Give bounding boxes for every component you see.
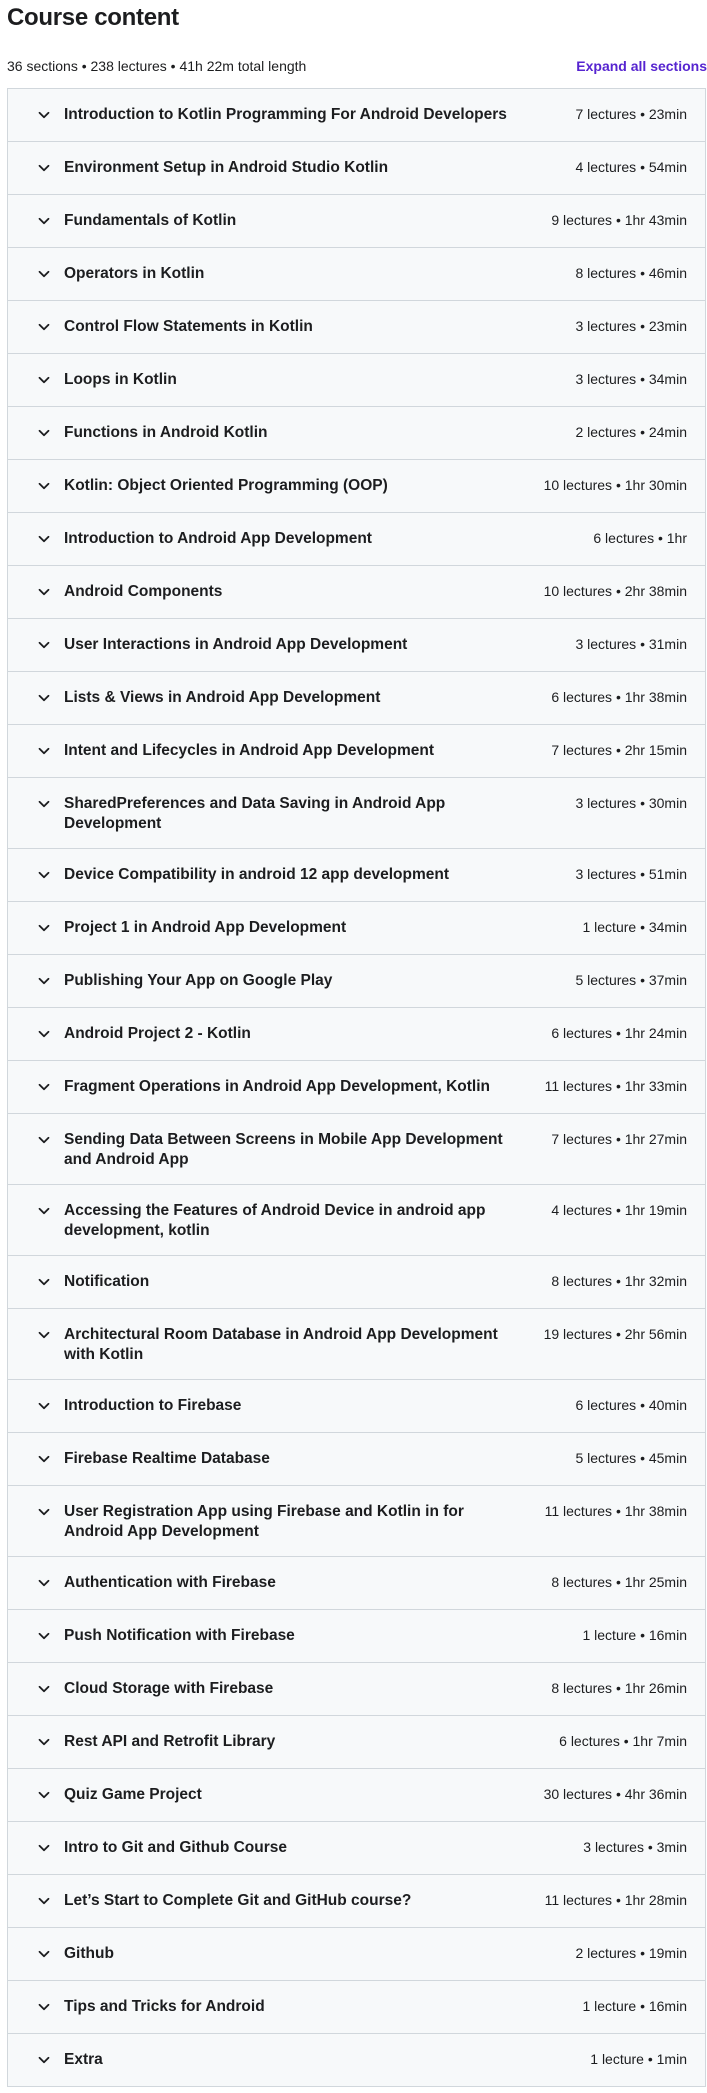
section-row-23[interactable] bbox=[8, 1309, 705, 1380]
chevron-down-icon[interactable] bbox=[37, 1841, 51, 1855]
section-meta: 3 lectures • 3min bbox=[583, 1839, 687, 1855]
chevron-down-icon[interactable] bbox=[37, 2000, 51, 2014]
chevron-down-icon[interactable] bbox=[37, 161, 51, 175]
section-title: Control Flow Statements in Kotlin bbox=[64, 318, 313, 335]
section-row-5[interactable] bbox=[8, 301, 705, 354]
section-meta: 6 lectures • 1hr 38min bbox=[551, 689, 687, 705]
chevron-down-icon[interactable] bbox=[37, 1452, 51, 1466]
chevron-down-icon[interactable] bbox=[37, 974, 51, 988]
section-row-13[interactable] bbox=[8, 725, 705, 778]
section-title: Intro to Git and Github Course bbox=[64, 1839, 288, 1856]
chevron-down-icon[interactable] bbox=[37, 638, 51, 652]
section-meta: 8 lectures • 1hr 26min bbox=[551, 1680, 687, 1696]
summary-row bbox=[7, 58, 707, 78]
section-row-36[interactable] bbox=[8, 2034, 705, 2087]
section-title: Extra bbox=[64, 2051, 103, 2068]
section-row-9[interactable] bbox=[8, 513, 705, 566]
section-meta: 2 lectures • 19min bbox=[575, 1945, 687, 1961]
section-meta: 7 lectures • 2hr 15min bbox=[551, 742, 687, 758]
section-row-11[interactable] bbox=[8, 619, 705, 672]
section-title: Kotlin: Object Oriented Programming (OOP) bbox=[64, 477, 388, 494]
section-title: User Registration App using Firebase and Kotlin in for Android App Development bbox=[64, 1503, 464, 1540]
chevron-down-icon[interactable] bbox=[37, 267, 51, 281]
section-title: Device Compatibility in android 12 app development bbox=[64, 866, 449, 883]
chevron-down-icon[interactable] bbox=[37, 479, 51, 493]
sections-list bbox=[7, 88, 706, 2087]
section-title: Lists & Views in Android App Development bbox=[64, 689, 381, 706]
section-meta: 6 lectures • 40min bbox=[575, 1397, 687, 1413]
section-row-29[interactable] bbox=[8, 1663, 705, 1716]
section-row-1[interactable] bbox=[8, 89, 705, 142]
chevron-down-icon[interactable] bbox=[37, 1080, 51, 1094]
section-meta: 11 lectures • 1hr 38min bbox=[544, 1503, 687, 1519]
chevron-down-icon[interactable] bbox=[37, 744, 51, 758]
section-title: Loops in Kotlin bbox=[64, 371, 177, 388]
section-meta: 30 lectures • 4hr 36min bbox=[543, 1786, 687, 1802]
chevron-down-icon[interactable] bbox=[37, 1505, 51, 1519]
section-meta: 1 lecture • 1min bbox=[590, 2051, 687, 2067]
section-meta: 1 lecture • 16min bbox=[582, 1998, 687, 2014]
section-row-30[interactable] bbox=[8, 1716, 705, 1769]
chevron-down-icon[interactable] bbox=[37, 1328, 51, 1342]
chevron-down-icon[interactable] bbox=[37, 1133, 51, 1147]
section-row-21[interactable] bbox=[8, 1185, 705, 1256]
section-title: Authentication with Firebase bbox=[64, 1574, 276, 1591]
chevron-down-icon[interactable] bbox=[37, 921, 51, 935]
section-meta: 3 lectures • 51min bbox=[575, 866, 687, 882]
chevron-down-icon[interactable] bbox=[37, 426, 51, 440]
section-row-12[interactable] bbox=[8, 672, 705, 725]
section-meta: 5 lectures • 45min bbox=[575, 1450, 687, 1466]
section-row-26[interactable] bbox=[8, 1486, 705, 1557]
chevron-down-icon[interactable] bbox=[37, 320, 51, 334]
section-title: Sending Data Between Screens in Mobile App Development and Android App bbox=[64, 1131, 503, 1168]
chevron-down-icon[interactable] bbox=[37, 1399, 51, 1413]
chevron-down-icon[interactable] bbox=[37, 1682, 51, 1696]
section-row-25[interactable] bbox=[8, 1433, 705, 1486]
section-row-2[interactable] bbox=[8, 142, 705, 195]
section-meta: 11 lectures • 1hr 28min bbox=[544, 1892, 687, 1908]
section-meta: 3 lectures • 30min bbox=[575, 795, 687, 811]
section-row-7[interactable] bbox=[8, 407, 705, 460]
section-title: Fundamentals of Kotlin bbox=[64, 212, 237, 229]
section-row-16[interactable] bbox=[8, 902, 705, 955]
section-title: Operators in Kotlin bbox=[64, 265, 205, 282]
page-title: Course content bbox=[7, 4, 179, 31]
section-row-18[interactable] bbox=[8, 1008, 705, 1061]
section-meta: 8 lectures • 1hr 32min bbox=[551, 1273, 687, 1289]
section-title: Firebase Realtime Database bbox=[64, 1450, 270, 1467]
section-row-6[interactable] bbox=[8, 354, 705, 407]
chevron-down-icon[interactable] bbox=[37, 1576, 51, 1590]
section-title: Environment Setup in Android Studio Kotlin bbox=[64, 159, 389, 176]
section-title: User Interactions in Android App Development bbox=[64, 636, 408, 653]
section-meta: 8 lectures • 46min bbox=[575, 265, 687, 281]
section-row-34[interactable] bbox=[8, 1928, 705, 1981]
section-title: Accessing the Features of Android Device in android app development, kotlin bbox=[64, 1202, 486, 1239]
section-row-27[interactable] bbox=[8, 1557, 705, 1610]
section-row-22[interactable] bbox=[8, 1256, 705, 1309]
chevron-down-icon[interactable] bbox=[37, 1027, 51, 1041]
section-meta: 5 lectures • 37min bbox=[575, 972, 687, 988]
chevron-down-icon[interactable] bbox=[37, 532, 51, 546]
section-title: Quiz Game Project bbox=[64, 1786, 202, 1803]
section-row-17[interactable] bbox=[8, 955, 705, 1008]
section-title: Let’s Start to Complete Git and GitHub course? bbox=[64, 1892, 412, 1909]
section-meta: 2 lectures • 24min bbox=[575, 424, 687, 440]
section-meta: 8 lectures • 1hr 25min bbox=[551, 1574, 687, 1590]
section-title: Tips and Tricks for Android bbox=[64, 1998, 265, 2015]
chevron-down-icon[interactable] bbox=[37, 868, 51, 882]
section-meta: 3 lectures • 31min bbox=[575, 636, 687, 652]
chevron-down-icon[interactable] bbox=[37, 1629, 51, 1643]
section-meta: 4 lectures • 54min bbox=[575, 159, 687, 175]
section-row-15[interactable] bbox=[8, 849, 705, 902]
section-row-4[interactable] bbox=[8, 248, 705, 301]
section-title: Intent and Lifecycles in Android App Development bbox=[64, 742, 435, 759]
course-summary: 36 sections • 238 lectures • 41h 22m total length bbox=[7, 58, 307, 74]
section-row-32[interactable] bbox=[8, 1822, 705, 1875]
chevron-down-icon[interactable] bbox=[37, 373, 51, 387]
chevron-down-icon[interactable] bbox=[37, 1947, 51, 1961]
chevron-down-icon[interactable] bbox=[37, 108, 51, 122]
section-meta: 7 lectures • 1hr 27min bbox=[551, 1131, 687, 1147]
section-title: Fragment Operations in Android App Development, Kotlin bbox=[64, 1078, 490, 1095]
chevron-down-icon[interactable] bbox=[37, 214, 51, 228]
section-meta: 7 lectures • 23min bbox=[575, 106, 687, 122]
section-title: Notification bbox=[64, 1273, 150, 1290]
section-title: Introduction to Android App Development bbox=[64, 530, 372, 547]
section-meta: 6 lectures • 1hr bbox=[593, 530, 687, 546]
section-title: Project 1 in Android App Development bbox=[64, 919, 347, 936]
section-title: Introduction to Kotlin Programming For Android Developers bbox=[64, 106, 507, 123]
section-title: SharedPreferences and Data Saving in Android App Development bbox=[64, 795, 446, 832]
chevron-down-icon[interactable] bbox=[37, 1735, 51, 1749]
section-row-10[interactable] bbox=[8, 566, 705, 619]
section-row-24[interactable] bbox=[8, 1380, 705, 1433]
chevron-down-icon[interactable] bbox=[37, 585, 51, 599]
section-title: Github bbox=[64, 1945, 114, 1962]
section-title: Rest API and Retrofit Library bbox=[64, 1733, 276, 1750]
section-meta: 3 lectures • 34min bbox=[575, 371, 687, 387]
section-row-3[interactable] bbox=[8, 195, 705, 248]
section-meta: 19 lectures • 2hr 56min bbox=[543, 1326, 687, 1342]
section-meta: 10 lectures • 1hr 30min bbox=[543, 477, 687, 493]
section-meta: 3 lectures • 23min bbox=[575, 318, 687, 334]
section-meta: 1 lecture • 34min bbox=[582, 919, 687, 935]
section-row-33[interactable] bbox=[8, 1875, 705, 1928]
section-title: Push Notification with Firebase bbox=[64, 1627, 295, 1644]
expand-all-button[interactable]: Expand all sections bbox=[576, 58, 707, 74]
chevron-down-icon[interactable] bbox=[37, 797, 51, 811]
section-title: Architectural Room Database in Android App Development with Kotlin bbox=[64, 1326, 498, 1363]
chevron-down-icon[interactable] bbox=[37, 2053, 51, 2067]
section-row-20[interactable] bbox=[8, 1114, 705, 1185]
section-row-8[interactable] bbox=[8, 460, 705, 513]
section-title: Android Components bbox=[64, 583, 223, 600]
section-row-31[interactable] bbox=[8, 1769, 705, 1822]
section-title: Android Project 2 - Kotlin bbox=[64, 1025, 251, 1042]
section-title: Publishing Your App on Google Play bbox=[64, 972, 333, 989]
chevron-down-icon[interactable] bbox=[37, 691, 51, 705]
section-meta: 9 lectures • 1hr 43min bbox=[551, 212, 687, 228]
section-meta: 4 lectures • 1hr 19min bbox=[551, 1202, 687, 1218]
section-row-35[interactable] bbox=[8, 1981, 705, 2034]
section-row-19[interactable] bbox=[8, 1061, 705, 1114]
chevron-down-icon[interactable] bbox=[37, 1204, 51, 1218]
section-row-28[interactable] bbox=[8, 1610, 705, 1663]
section-meta: 11 lectures • 1hr 33min bbox=[544, 1078, 687, 1094]
chevron-down-icon[interactable] bbox=[37, 1275, 51, 1289]
chevron-down-icon[interactable] bbox=[37, 1894, 51, 1908]
section-title: Functions in Android Kotlin bbox=[64, 424, 268, 441]
section-title: Introduction to Firebase bbox=[64, 1397, 242, 1414]
section-meta: 10 lectures • 2hr 38min bbox=[543, 583, 687, 599]
section-meta: 6 lectures • 1hr 24min bbox=[551, 1025, 687, 1041]
section-meta: 1 lecture • 16min bbox=[582, 1627, 687, 1643]
section-row-14[interactable] bbox=[8, 778, 705, 849]
section-title: Cloud Storage with Firebase bbox=[64, 1680, 274, 1697]
chevron-down-icon[interactable] bbox=[37, 1788, 51, 1802]
section-meta: 6 lectures • 1hr 7min bbox=[559, 1733, 687, 1749]
